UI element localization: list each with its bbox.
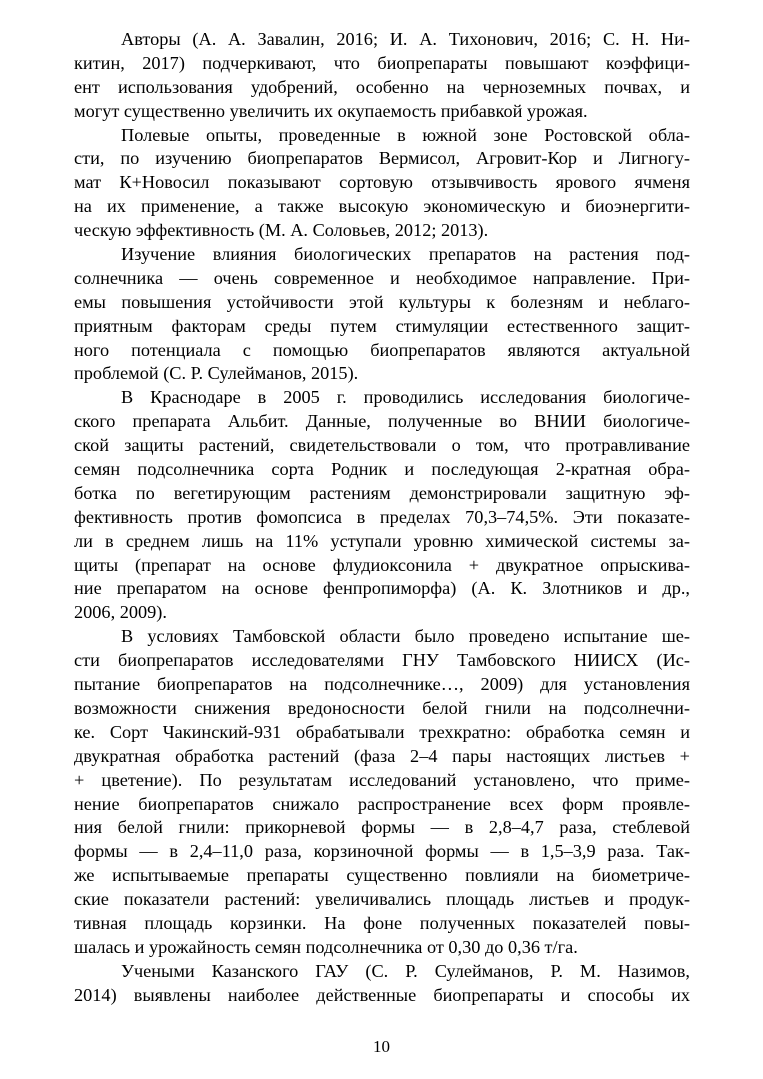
text-line: 2014) выявлены наиболее действенные биопрепараты и способы их (74, 984, 690, 1005)
text-line: же испытываемые препараты существенно повлияли на биометриче- (74, 865, 690, 886)
page-body (74, 28, 690, 1008)
text-line: возможности снижения вредоносности белой гнили на подсолнечни- (74, 697, 690, 718)
text-line: В условиях Тамбовской области было проведено испытание ше- (121, 626, 690, 647)
text-line: + цветение). По результатам исследований установлено, что приме- (74, 769, 690, 790)
text-line: китин, 2017) подчеркивают, что биопрепараты повышают коэффици- (74, 52, 690, 73)
text-line: ного потенциала с помощью биопрепаратов являются актуальной (74, 339, 690, 360)
text-line: Учеными Казанского ГАУ (С. Р. Сулейманов, Р. М. Назимов, (121, 960, 690, 981)
paragraph-1 (74, 28, 690, 124)
text-line: сти, по изучению биопрепаратов Вермисол, Агровит-Кор и Лигногу- (74, 148, 690, 169)
text-line: могут существенно увеличить их окупаемость прибавкой урожая. (74, 100, 588, 121)
text-line: щиты (препарат на основе флудиоксонила + двукратное опрыскива- (74, 554, 690, 575)
text-line: шалась и урожайность семян подсолнечника от 0,30 до 0,36 т/га. (74, 936, 578, 957)
text-line: 2006, 2009). (74, 602, 167, 623)
text-line: тивная площадь корзинки. На фоне полученных показателей повы- (74, 912, 690, 933)
page-number: 10 (373, 1037, 390, 1056)
paragraph-2 (74, 124, 690, 243)
text-line: ент использования удобрений, особенно на черноземных почвах, и (74, 76, 690, 97)
text-line: нение биопрепаратов снижало распространение всех форм проявле- (74, 793, 690, 814)
text-line: ли в среднем лишь на 11% уступали уровню химической системы за- (74, 530, 690, 551)
text-line: фективность против фомопсиса в пределах 70,3–74,5%. Эти показате- (74, 506, 690, 527)
text-line: приятным факторам среды путем стимуляции естественного защит- (74, 315, 690, 336)
text-line: ботка по вегетирующим растениям демонстрировали защитную эф- (74, 482, 690, 503)
paragraph-6 (74, 960, 690, 1008)
paragraph-4 (74, 386, 690, 625)
paragraph-3 (74, 243, 690, 386)
text-line: ния белой гнили: прикорневой формы — в 2,8–4,7 раза, стеблевой (74, 817, 690, 838)
text-line: ской защиты растений, свидетельствовали о том, что протравливание (74, 435, 690, 456)
text-line: емы повышения устойчивости этой культуры к болезням и неблаго- (74, 291, 690, 312)
text-line: двукратная обработка растений (фаза 2–4 пары настоящих листьев + (74, 745, 690, 766)
text-line: солнечника — очень современное и необходимое направление. При- (74, 267, 690, 288)
text-line: сти биопрепаратов исследователями ГНУ Тамбовского НИИСХ (Ис- (74, 650, 690, 671)
text-line: пытание биопрепаратов на подсолнечнике…, 2009) для установления (74, 674, 690, 695)
text-line: Изучение влияния биологических препаратов на растения под- (121, 244, 690, 265)
text-line: семян подсолнечника сорта Родник и последующая 2-кратная обра- (74, 459, 690, 480)
text-line: ческую эффективность (М. А. Соловьев, 2012; 2013). (74, 220, 489, 241)
text-line: Авторы (А. А. Завалин, 2016; И. А. Тихонович, 2016; С. Н. Ни- (121, 29, 690, 49)
text-line: ке. Сорт Чакинский-931 обрабатывали трехкратно: обработка семян и (74, 721, 690, 742)
text-line: В Краснодаре в 2005 г. проводились исследования биологиче- (121, 387, 690, 408)
text-line: Полевые опыты, проведенные в южной зоне Ростовской обла- (121, 124, 690, 145)
text-line: мат К+Новосил показывают сортовую отзывчивость ярового ячменя (74, 172, 690, 193)
text-line: ские показатели растений: увеличивались площадь листьев и продук- (74, 889, 690, 910)
text-line: ского препарата Альбит. Данные, полученные во ВНИИ биологиче- (74, 411, 690, 432)
text-line: проблемой (С. Р. Сулейманов, 2015). (74, 363, 359, 384)
text-line: формы — в 2,4–11,0 раза, корзиночной формы — в 1,5–3,9 раза. Так- (74, 841, 690, 862)
paragraph-5 (74, 625, 690, 959)
text-line: на их применение, а также высокую экономическую и биоэнергити- (74, 196, 690, 217)
text-line: ние препаратом на основе фенпропиморфа) (А. К. Злотников и др., (74, 578, 690, 599)
